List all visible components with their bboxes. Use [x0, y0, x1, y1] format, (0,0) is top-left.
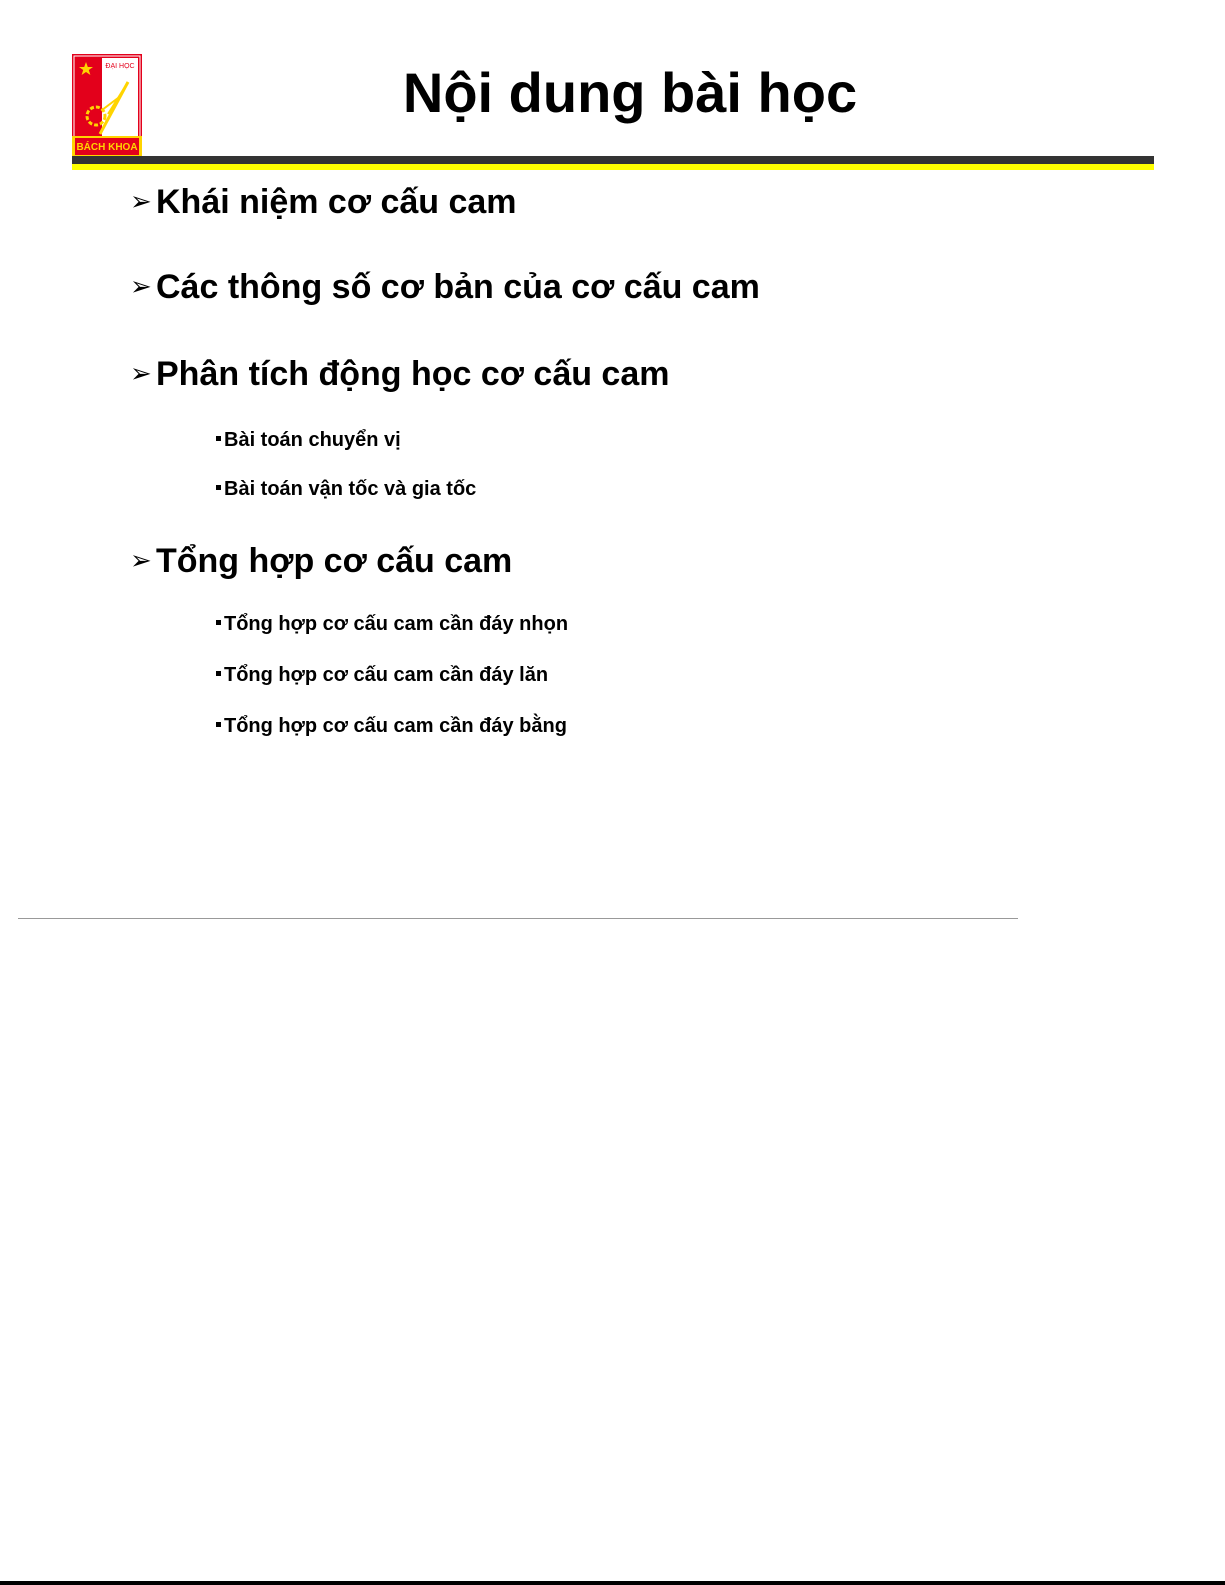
- subtopic-displacement: [216, 427, 401, 453]
- topic-cam-concept: [130, 181, 517, 222]
- arrow-bullet-icon: ➢: [130, 358, 152, 388]
- logo-bottom-text: BÁCH KHOA: [76, 142, 138, 153]
- square-bullet-icon: [216, 671, 221, 676]
- subtopic-label: Tổng hợp cơ cấu cam cần đáy bằng: [224, 715, 567, 737]
- topic-cam-kinematics: [130, 353, 670, 394]
- page-bottom-line: [0, 1581, 1225, 1585]
- square-bullet-icon: [216, 722, 221, 727]
- topic-cam-synthesis: [130, 540, 512, 581]
- topic-label: Phân tích động học cơ cấu cam: [156, 355, 670, 393]
- subtopic-roller-follower: [216, 662, 548, 688]
- subtopic-flat-face-follower: [216, 713, 567, 739]
- square-bullet-icon: [216, 485, 221, 490]
- topic-cam-parameters: [130, 266, 760, 307]
- subtopic-knife-edge-follower: [216, 611, 568, 637]
- title-bar-dark: [72, 156, 1154, 164]
- topic-label: Tổng hợp cơ cấu cam: [156, 542, 513, 580]
- arrow-bullet-icon: ➢: [130, 545, 152, 575]
- title-bar-yellow: [72, 164, 1154, 170]
- subtopic-label: Bài toán chuyển vị: [224, 429, 401, 451]
- square-bullet-icon: [216, 620, 221, 625]
- subtopic-label: Bài toán vận tốc và gia tốc: [224, 478, 477, 500]
- subtopic-label: Tổng hợp cơ cấu cam cần đáy nhọn: [224, 613, 569, 635]
- topic-label: Các thông số cơ bản của cơ cấu cam: [156, 268, 760, 306]
- subtopic-velocity-acceleration: [216, 476, 476, 502]
- slide-divider: [18, 918, 1018, 919]
- arrow-bullet-icon: ➢: [130, 271, 152, 301]
- arrow-bullet-icon: ➢: [130, 186, 152, 216]
- slide-title: Nội dung bài học: [402, 61, 858, 124]
- subtopic-label: Tổng hợp cơ cấu cam cần đáy lăn: [224, 664, 549, 686]
- square-bullet-icon: [216, 436, 221, 441]
- logo-top-text: ĐẠI HỌC: [105, 63, 135, 70]
- topic-label: Khái niệm cơ cấu cam: [156, 183, 517, 221]
- university-logo: [72, 54, 142, 157]
